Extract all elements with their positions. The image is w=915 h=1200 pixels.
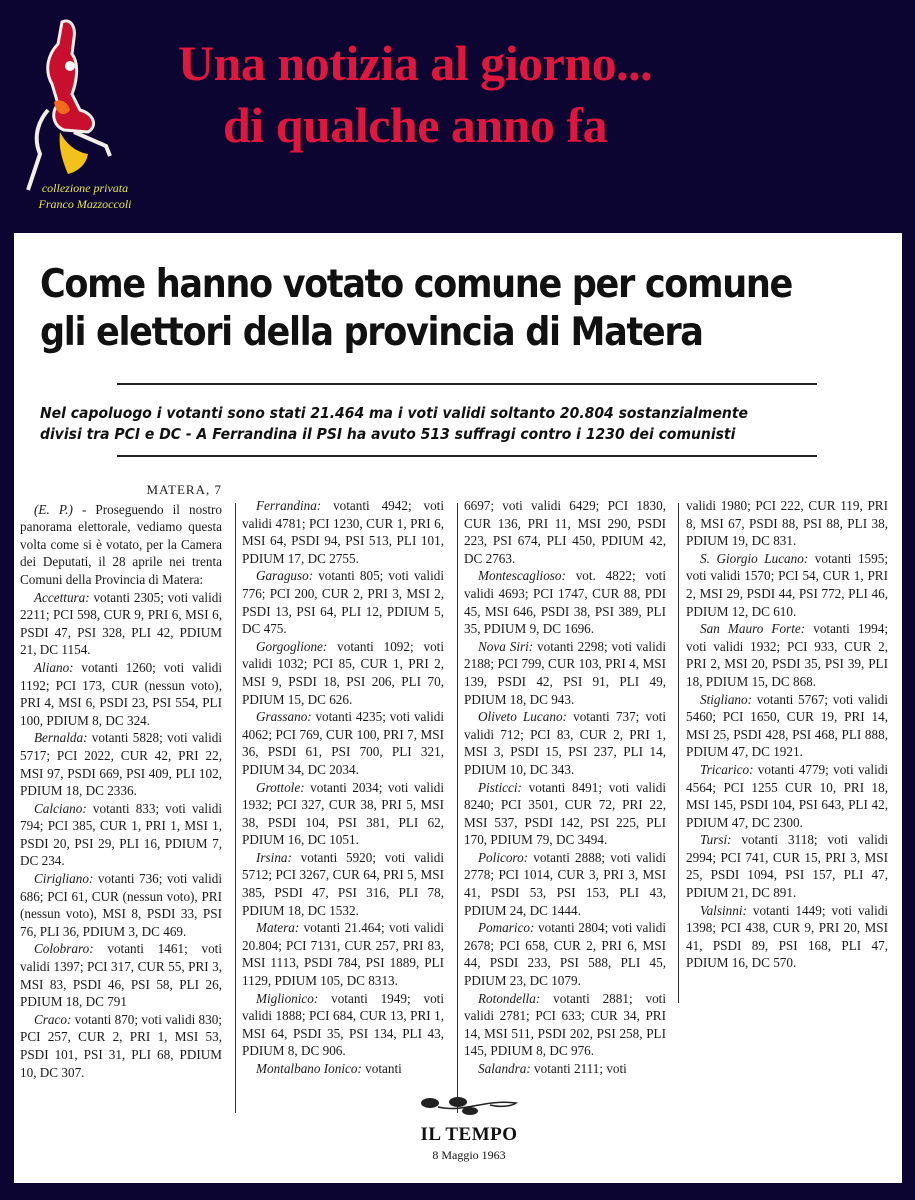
municipality-entry [686,761,888,831]
vote-results: votanti 2888; voti validi 2778; PCI 1014, CUR 3, PRI 3, MSI 41, PSDI 53, PSI 153, PLI 43, PDIUM 24, DC 1444. [464,849,666,918]
subtitle-line-1: Nel capoluogo i votanti sono stati 21.464 ma i voti validi soltanto 20.804 sostanzialmente [40,404,748,422]
municipality-entry [686,902,888,972]
municipality-entry [20,1011,222,1081]
municipality-name: Ferrandina: [256,498,322,513]
vote-results: votanti 5920; voti validi 5712; PCI 3267, CUR 64, PRI 5, MSI 385, PSDI 47, PSI 316, PLI 78, PDIUM 18, DC 1532. [242,849,444,918]
text-column-3 [464,497,666,1078]
municipality-entry [464,638,666,708]
municipality-entry [464,849,666,919]
municipality-name: Craco: [34,1011,72,1027]
article-subtitle [40,403,840,445]
vote-results: votanti 1449; voti validi 1398; PCI 438, CUR 9, PRI 20, MSI 41, PSDI 89, PSI 168, PLI 47, PDIUM 16, DC 570. [686,902,888,971]
vote-results: votanti 4235; voti validi 4062; PCI 769, CUR 100, PRI 7, MSI 36, PSDI 61, PSI 700, PLI 321, PDIUM 34, DC 2034. [242,709,444,777]
municipality-entry [242,1060,444,1078]
vote-results: votanti 2881; voti validi 2781; PCI 633; CUR 34, PRI 14, MSI 511, PSDI 202, PSI 258, PLI 145, PDIUM 8, DC 976. [464,990,666,1059]
municipality-name: Bernalda: [34,730,88,746]
municipality-entry [464,497,666,567]
municipality-entry [242,638,444,708]
municipality-entry [242,567,444,637]
municipality-entry [464,567,666,637]
divider-rule [117,383,817,385]
municipality-entry [464,708,666,778]
vote-results: validi 1980; PCI 222, CUR 119, PRI 8, MSI 67, PSDI 88, PSI 88, PLI 38, PDIUM 19, DC 831. [686,498,888,549]
municipality-name: (E. P.) [34,501,73,517]
headline-line-1: Una notizia al giorno... [178,35,653,91]
publication-name: IL TEMPO [420,1124,518,1145]
vote-results: votanti 4779; voti validi 4564; PCI 1255 CUR 10, PRI 18, MSI 145, PSDI 104, PSI 643, PLI 42, PDIUM 47, DC 2300. [686,761,888,830]
vote-results: votanti 2804; voti validi 2678; PCI 658, CUR 2, PRI 6, MSI 44, PSDI 233, PSI 588, PLI 45, PDIUM 23, DC 1079. [464,920,666,989]
municipality-entry [242,497,444,567]
municipality-name: Grassano: [256,709,312,725]
municipality-name: Nova Siri: [478,638,534,654]
municipality-entry [20,940,222,1010]
municipality-entry [242,990,444,1060]
article-title-line-1: Come hanno votato comune per comune [40,262,793,307]
municipality-name: Montescaglioso: [478,568,566,584]
municipality-name: Policoro: [478,849,529,865]
municipality-name: Rotondella: [478,990,541,1006]
logo-caption-owner: Franco Mazzoccoli [38,197,132,211]
publication-footer [374,1093,564,1164]
text-column-4 [686,497,888,972]
column-separator [235,503,236,1113]
municipality-name: Miglionico: [256,990,319,1006]
municipality-entry [242,919,444,989]
municipality-name: Colobraro: [34,941,94,957]
vote-results: votanti 4942; voti validi 4781; PCI 1230, CUR 1, PRI 6, MSI 64, PSDI 94, PSI 513, PLI 101, PDIUM 17, DC 2755. [242,498,444,566]
banner [0,0,915,232]
logo-caption-collection: collezione privata [41,181,129,195]
column-separator [678,503,679,1003]
vote-results: votanti 736; voti validi 686; PCI 61, CUR (nessun voto), PRI (nessun voto), MSI 8, PSDI 33, PSI 76, PLI 36, PDIUM 3, DC 469. [20,871,222,939]
vote-results: votanti 5828; voti validi 5717; PCI 2022, CUR 42, PRI 22, MSI 97, PSDI 669, PSI 409, PLI 102, PDIUM 18, DC 2336. [20,730,222,799]
vote-results: votanti 1994; voti validi 1932; PCI 933, CUR 2, PRI 2, MSI 20, PSDI 35, PSI 39, PLI 18, PDIUM 15, DC 868. [686,621,888,689]
vote-results: votanti 870; voti validi 830; PCI 257, CUR 2, PRI 1, MSI 53, PSDI 101, PSI 31, PLI 68, PDIUM 10, DC 307. [20,1011,222,1080]
municipality-name: Cirigliano: [34,871,94,887]
municipality-entry [464,990,666,1060]
article-body [20,481,900,1081]
municipality-entry [20,870,222,940]
text-column-1 [20,481,222,1081]
municipality-name: Aliano: [34,659,74,675]
municipality-entry [20,729,222,799]
municipality-entry [20,589,222,659]
municipality-name: Matera: [256,920,300,936]
dancer-logo-icon [14,14,114,204]
divider-rule [117,455,817,457]
municipality-name: Pisticci: [478,779,522,795]
vote-results: votanti 2298; voti validi 2188; PCI 799, CUR 103, PRI 4, MSI 139, PSDI 42, PSI 91, PLI 49, PDIUM 18, DC 943. [464,638,666,707]
municipality-entry [20,659,222,729]
municipality-name: Gorgoglione: [256,638,328,654]
vote-results: votanti 805; voti validi 776; PCI 200, CUR 2, PRI 3, MSI 2, PSDI 13, PSI 64, PLI 12, PDIUM 5, DC 475. [242,568,444,637]
vote-results: votanti 8491; voti validi 8240; PCI 3501, CUR 72, PRI 22, MSI 537, PSDI 142, PSI 225, PLI 170, PDIUM 79, DC 3494. [464,779,666,848]
municipality-name: Stigliano: [700,691,753,707]
vote-results: votanti 2111; voti [530,1061,627,1076]
municipality-name: San Mauro Forte: [700,621,806,637]
municipality-entry [20,800,222,870]
municipality-entry [686,831,888,901]
municipality-name: Oliveto Lucano: [478,709,567,725]
municipality-entry [242,849,444,919]
municipality-name: Grottole: [256,779,305,795]
municipality-entry [686,620,888,690]
municipality-name: Garaguso: [256,568,314,584]
article-title [40,261,796,357]
publication-date: 8 Maggio 1963 [432,1148,506,1162]
newspaper-clipping [14,233,902,1183]
municipality-name: Tricarico: [700,761,754,777]
vote-results: votanti 1461; voti validi 1397; PCI 317, CUR 55, PRI 3, MSI 83, PSDI 46, PSI 58, PLI 26, PDIUM 18, DC 791 [20,941,222,1010]
vote-results: votanti 2034; voti validi 1932; PCI 327, CUR 38, PRI 5, MSI 38, PSDI 104, PSI 381, PLI 62, PDIUM 16, DC 1051. [242,779,444,848]
vote-results: votanti 833; voti validi 794; PCI 385, CUR 1, PRI 1, MSI 1, PSDI 20, PSI 29, PLI 16, PDIUM 7, DC 234. [20,800,222,869]
municipality-name: Salandra: [478,1061,531,1076]
laurel-ornament-icon [414,1093,524,1119]
municipality-entry [20,501,222,589]
municipality-entry [242,708,444,778]
vote-results: votanti 2305; voti validi 2211; PCI 598, CUR 9, PRI 6, MSI 6, PSDI 47, PSI 328, PLI 42, PDIUM 21, DC 1154. [20,589,222,658]
municipality-name: Valsinni: [700,902,747,918]
municipality-entry [464,919,666,989]
municipality-name: Calciano: [34,800,87,816]
municipality-entry [686,550,888,620]
article-title-line-2: gli elettori della provincia di Matera [40,310,703,355]
municipality-name: Irsina: [256,849,292,865]
dateline: MATERA, 7 [146,482,222,497]
vote-results: votanti 1260; voti validi 1192; PCI 173, CUR (nessun voto), PRI 4, MSI 6, PSDI 23, PSI 554, PLI 100, PDIUM 8, DC 324. [20,659,222,728]
vote-results: votanti 5767; voti validi 5460; PCI 1650, CUR 19, PRI 14, MSI 25, PSDI 428, PSI 468, PLI 888, PDIUM 47, DC 1921. [686,691,888,760]
municipality-name: Montalbano Ionico: [256,1061,362,1076]
vote-results: votanti [361,1061,402,1076]
column-separator [457,503,458,1113]
vote-results: - Proseguendo il nostro panorama elettorale, vediamo questa volta come si è votato, per la Camera dei Deputati, il 28 aprile nei trenta Comuni della Provincia di Matera: [20,501,222,587]
municipality-entry [686,497,888,550]
municipality-entry [464,779,666,849]
headline-line-2: di qualche anno fa [223,97,608,153]
subtitle-line-2: divisi tra PCI e DC - A Ferrandina il PSI ha avuto 513 suffragi contro i 1230 dei comunisti [40,425,736,443]
vote-results: votanti 1092; voti validi 1032; PCI 85, CUR 1, PRI 2, MSI 9, PSDI 18, PSI 206, PLI 70, PDIUM 15, DC 626. [242,638,444,707]
vote-results: votanti 1595; voti validi 1570; PCI 54, CUR 1, PRI 2, MSI 29, PSDI 44, PSI 772, PLI 46, PDIUM 12, DC 610. [686,550,889,619]
vote-results: votanti 21.464; voti validi 20.804; PCI 7131, CUR 257, PRI 83, MSI 1113, PSDI 784, PSI 1889, PLI 1129, PDIUM 105, DC 8313. [242,920,444,989]
municipality-name: Tursi: [700,832,732,848]
vote-results: votanti 737; voti validi 712; PCI 83, CUR 2, PRI 1, MSI 3, PSDI 15, PSI 237, PLI 14, PDIUM 10, DC 343. [464,709,666,777]
municipality-entry [464,1060,666,1078]
logo-caption [20,180,150,212]
municipality-name: Accettura: [34,589,90,605]
municipality-name: S. Giorgio Lucano: [700,550,809,566]
municipality-entry [686,691,888,761]
vote-results: vot. 4822; voti validi 4693; PCI 1747, CUR 88, PDI 45, MSI 646, PSDI 38, PSI 389, PLI 35, PDIUM 9, DC 1696. [464,568,666,637]
vote-results: votanti 1949; voti validi 1888; PCI 684, CUR 13, PRI 1, MSI 64, PSDI 35, PSI 134, PLI 43, PDIUM 8, DC 906. [242,990,444,1059]
banner-headline [178,32,652,156]
municipality-name: Pomarico: [478,920,535,936]
vote-results: 6697; voti validi 6429; PCI 1830, CUR 136, PRI 11, MSI 290, PSDI 223, PSI 674, PLI 450, PDIUM 42, DC 2763. [464,498,666,566]
vote-results: votanti 3118; voti validi 2994; PCI 741, CUR 15, PRI 3, MSI 25, PSDI 1094, PSI 157, PLI 47, PDIUM 21, DC 891. [686,832,888,901]
municipality-entry [242,779,444,849]
text-column-2 [242,497,444,1078]
